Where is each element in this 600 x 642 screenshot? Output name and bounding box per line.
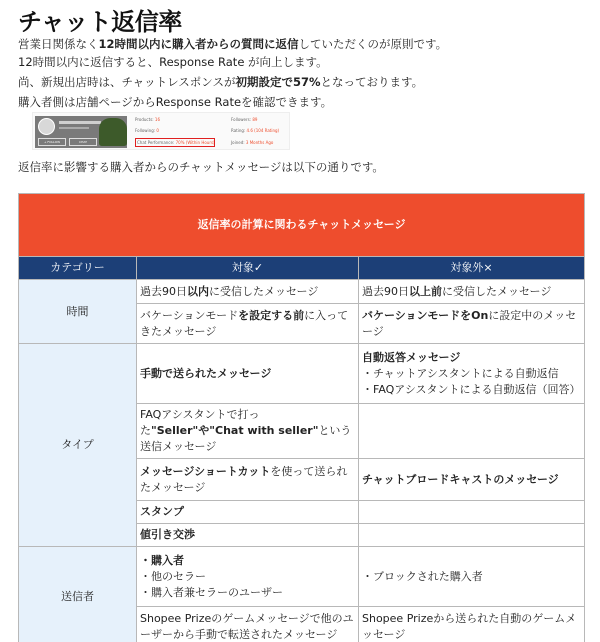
intro-line-1: 営業日関係なく12時間以内に購入者からの質問に返信していただくのが原則です。 [18, 37, 448, 51]
type-included-4: スタンプ [137, 501, 359, 524]
type-excluded-5 [359, 524, 585, 547]
time-excluded-2: バケーションモードをOnに設定中のメッセージ [359, 304, 585, 344]
intro-line-4: 購入者側は店舗ページからResponse Rateを確認できます。 [18, 95, 333, 109]
time-included-2: バケーションモードを設定する前に入ってきたメッセージ [137, 304, 359, 344]
sender-excluded-1: ・ブロックされた購入者 [359, 547, 585, 607]
type-excluded-3: チャットブロードキャストのメッセージ [359, 459, 585, 501]
sender-included-1: ・購入者 ・他のセラー ・購入者兼セラーのユーザー [137, 547, 359, 607]
type-excluded-1: 自動返答メッセージ ・チャットアシスタントによる自動返信 ・FAQアシスタントによる自動返信（回答） [359, 344, 585, 404]
shop-status-bar [59, 127, 89, 129]
stat-following: Following: 0 [135, 128, 159, 133]
table-banner: 返信率の計算に関わるチャットメッセージ [19, 194, 585, 257]
stat-joined: Joined: 3 Months Ago [231, 140, 274, 145]
category-sender: 送信者 [19, 547, 137, 642]
time-excluded-1: 過去90日以上前に受信したメッセージ [359, 280, 585, 304]
category-time: 時間 [19, 280, 137, 344]
stat-followers: Followers: 89 [231, 117, 258, 122]
stat-products: Products: 16 [135, 117, 160, 122]
intro-line-3: 尚、新規出店時は、チャットレスポンスが初期設定で57%となっております。 [18, 75, 424, 89]
stat-rating: Rating: 4.6 (104 Rating) [231, 128, 280, 133]
chat-message-table [18, 193, 585, 642]
shop-page-screenshot [32, 112, 290, 150]
header-excluded: 対象外× [359, 257, 585, 280]
type-included-5: 値引き交渉 [137, 524, 359, 547]
sender-included-2: Shopee Prizeのゲームメッセージで他のユーザーから手動で転送されたメッセージ [137, 607, 359, 642]
chat-button: CHAT [69, 138, 97, 146]
follow-button: + FOLLOW [38, 138, 66, 146]
sender-excluded-2: Shopee Prizeから送られた自動のゲームメッセージ [359, 607, 585, 642]
page-title: チャット返信率 [18, 8, 182, 36]
category-type: タイプ [19, 344, 137, 547]
intro-line-2: 12時間以内に返信すると、Response Rate が向上します。 [18, 55, 328, 69]
type-excluded-4 [359, 501, 585, 524]
type-included-1: 手動で送られたメッセージ [137, 344, 359, 404]
type-included-2: FAQアシスタントで打った"Seller"や"Chat with seller"という送信メッセージ [137, 404, 359, 459]
shop-name-bar [59, 121, 101, 124]
header-included: 対象✓ [137, 257, 359, 280]
chat-performance-highlight [135, 138, 215, 147]
avatar [38, 118, 55, 135]
type-excluded-2 [359, 404, 585, 459]
stat-chat-performance: Chat Performance: 70% (Within Hours) [137, 140, 215, 145]
header-category: カテゴリー [19, 257, 137, 280]
table-intro: 返信率に影響する購入者からのチャットメッセージは以下の通りです。 [18, 160, 384, 174]
time-included-1: 過去90日以内に受信したメッセージ [137, 280, 359, 304]
shop-banner-image [99, 118, 127, 146]
type-included-3: メッセージショートカットを使って送られたメッセージ [137, 459, 359, 501]
shop-header-card [35, 116, 127, 148]
